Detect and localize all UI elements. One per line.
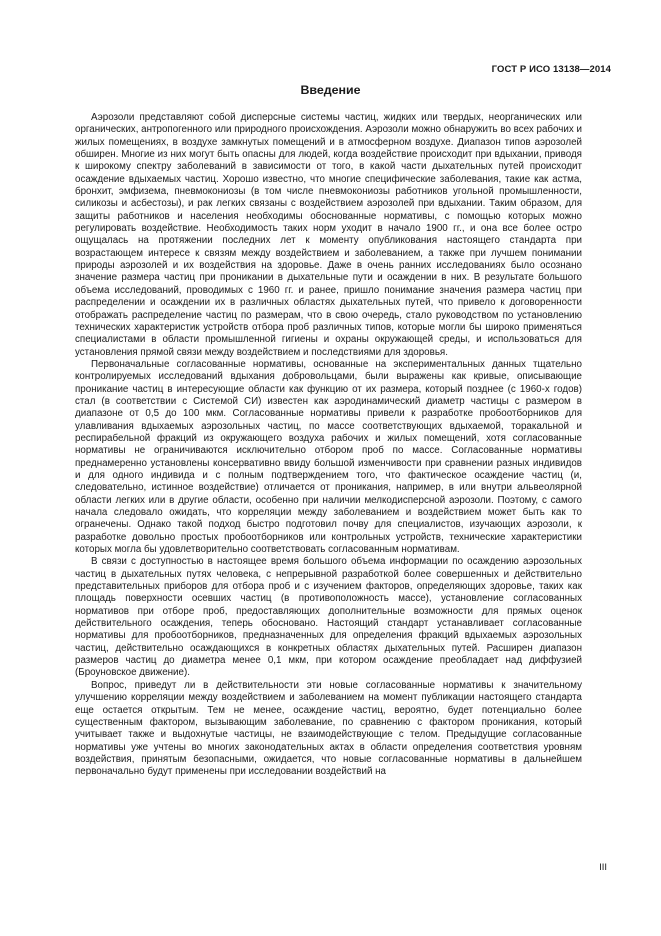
- document-header-standard: ГОСТ Р ИСО 13138—2014: [491, 64, 611, 75]
- paragraph-4: Вопрос, приведут ли в действительности эти новые согласованные нормативы к значительному улучшению корреляции между воздействием и заболеванием на момент публикации настоящего стандарта еще остается открытым. Тем не менее, осаждение частиц, вероятно, будет потенциально более существенным фактором, вызывающим заболевание, по сравнению с фактором проникания, который учитывает также и выдохнутые частицы, не взаимодействующие с телом. Предыдущие согласованные нормативы уже учтены во многих законодательных актах в области определения соответствия уровням воздействия, принятым безопасными, ожидается, что новые согласованные нормативы в дальнейшем первоначально будут применены при исследовании воздействий на: [75, 679, 582, 778]
- body-text: [75, 112, 582, 779]
- page-number: III: [599, 862, 607, 873]
- section-title: Введение: [300, 83, 361, 97]
- paragraph-3: В связи с доступностью в настоящее время большого объема информации по осаждению аэрозольных частиц в дыхательных путях человека, с непрерывной разработкой более совершенных и действительно представительных приборов для отбора проб и с изучением факторов, определяющих здоровье, таких как площадь поверхности осевших частиц (в противоположность массе), установление согласованных нормативов при отборе проб, предоставляющих дополнительные возможности для прямых оценок действительного осаждения, теперь обосновано. Настоящий стандарт устанавливает согласованные нормативы для пробоотборников, предназначенных для определения фракций вдыхаемых аэрозольных частиц, действительно осаждающихся в конкретных областях дыхательных путей. Расширен диапазон размеров частиц до диаметра менее 0,1 мкм, при котором осаждение преобладает над диффузией (Броуновское движение).: [75, 556, 582, 679]
- paragraph-2: Первоначальные согласованные нормативы, основанные на экспериментальных данных тщательно контролируемых исследований вдыхания добровольцами, были выражены как кривые, описывающие проникание частиц в интересующие области как функцию от их размера, который позднее (с 1960-х годов) стал (в соответствии с Системой СИ) известен как аэродинамический диаметр частицы с размером в диапазоне от 0,5 до 100 мкм. Согласованные нормативы привели к разработке пробоотборников для улавливания вдыхаемых аэрозольных частиц, по массе соответствующих вдыхаемой, торакальной и респирабельной фракций из окружающего воздуха рабочих и жилых помещений, хотя согласованные нормативы не ограничиваются исключительно отбором проб по массе. Согласованные нормативы преднамеренно установлены консервативно ввиду большой изменчивости при сравнении разных индивидов и для одного индивида и с полным подтверждением того, что фактическое осаждение частиц (и, следовательно, истинное воздействие) отличается от проникания, например, в или внутри альвеолярной области легких или в другие области, особенно при наличии мелкодисперсной аэрозоли. Поэтому, с самого начала следовало ожидать, что корреляции между заболеванием и воздействием может быть как то огранечены. Однако такой подход быстро подготовил почву для специалистов, изучающих аэрозоли, к разработке довольно простых пробоотборников или контрольных устройств, технические характеристики которых могла бы удовлетворительно соответствовать согласованным нормативам.: [75, 358, 582, 556]
- paragraph-1: Аэрозоли представляют собой дисперсные системы частиц, жидких или твердых, неорганических или органических, антропогенного или природного происхождения. Аэрозоли можно обнаружить во всех рабочих и жилых помещениях, в воздухе замкнутых помещений и в атмосферном воздухе. Диапазон типов аэрозолей обширен. Многие из них могут быть опасны для людей, когда воздействие происходит при вдыхании, приводя к широкому спектру заболеваний в зависимости от того, в какой части дыхательных путей происходит осаждение вдыхаемых частиц. Хорошо известно, что многие специфические заболевания, такие как астма, бронхит, эмфизема, пневмокониозы (в том числе пневмокониозы работников угольной промышленности, силикозы и асбестозы), и рак легких связаны с воздействием аэрозолей при вдыхании. Таким образом, для защиты работников и населения необходимы обоснованные нормативы, с помощью которых можно регулировать воздействие. Необходимость таких норм уходит в начало 1900 гг., и она все более остро ощущалась на протяжении последних лет к моменту опубликования настоящего стандарта при возрастающем интересе к связям между воздействием и заболеванием, а также при лучшем понимании природы аэрозолей и их воздействия на здоровье. Даже в очень ранних исследованиях было осознано значение размера частиц при проникании в дыхательные пути и осаждении в них. В результате большого объема исследований, проводимых с 1960 гг. и ранее, пришло понимание значения размера частиц при распределении и осаждении их в различных областях дыхательных путей, что привело к договоренности отображать распределение частиц по размерам, что в свою очередь, стало руководством по установлению технических характеристик устройств отбора проб различных типов, которые могли бы широко применяться специалистами в области промышленной гигиены и охраны окружающей среды, и использоваться для установления прямой связи между воздействием и последствиями для здоровья.: [75, 112, 582, 358]
